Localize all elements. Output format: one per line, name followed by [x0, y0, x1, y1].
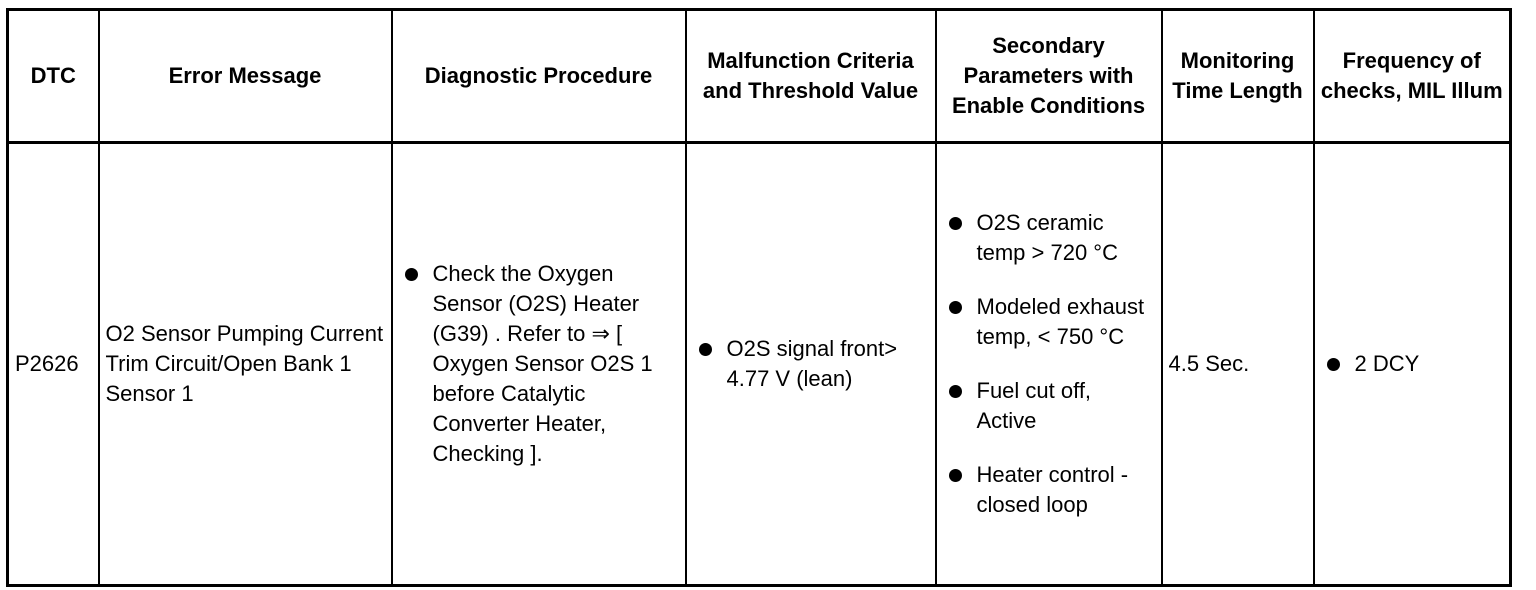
header-row [8, 10, 1511, 143]
cell-diagnostic-procedure [392, 143, 686, 586]
header-diagnostic-procedure: Diagnostic Procedure [392, 10, 686, 143]
list-item: O2S signal front> 4.77 V (lean) [693, 334, 929, 394]
header-monitoring-time: Monitoring Time Length [1162, 10, 1314, 143]
cell-error-message: O2 Sensor Pumping Current Trim Circuit/Open Bank 1 Sensor 1 [99, 143, 392, 586]
cell-secondary-parameters [936, 143, 1162, 586]
cell-monitoring-time: 4.5 Sec. [1162, 143, 1314, 586]
diagnostic-procedure-list [399, 259, 679, 469]
cell-malfunction-criteria [686, 143, 936, 586]
cell-frequency [1314, 143, 1511, 586]
secondary-parameters-list [943, 208, 1155, 520]
header-secondary-parameters: Secondary Parameters with Enable Conditions [936, 10, 1162, 143]
header-dtc: DTC [8, 10, 99, 143]
header-error-message: Error Message [99, 10, 392, 143]
malfunction-criteria-list [693, 334, 929, 394]
header-frequency: Frequency of checks, MIL Illum [1314, 10, 1511, 143]
frequency-list [1321, 349, 1504, 379]
list-item: 2 DCY [1321, 349, 1504, 379]
cell-dtc-code: P2626 [8, 143, 99, 586]
table-body [8, 143, 1511, 586]
list-item: O2S ceramic temp > 720 °C [943, 208, 1155, 268]
table-header [8, 10, 1511, 143]
list-item: Check the Oxygen Sensor (O2S) Heater (G39) . Refer to ⇒ [ Oxygen Sensor O2S 1 before Catalytic Converter Heater, Checking ]. [399, 259, 679, 469]
list-item: Modeled exhaust temp, < 750 °C [943, 292, 1155, 352]
table-row [8, 143, 1511, 586]
list-item: Fuel cut off, Active [943, 376, 1155, 436]
dtc-table [6, 8, 1512, 587]
list-item: Heater control - closed loop [943, 460, 1155, 520]
header-malfunction-criteria: Malfunction Criteria and Threshold Value [686, 10, 936, 143]
